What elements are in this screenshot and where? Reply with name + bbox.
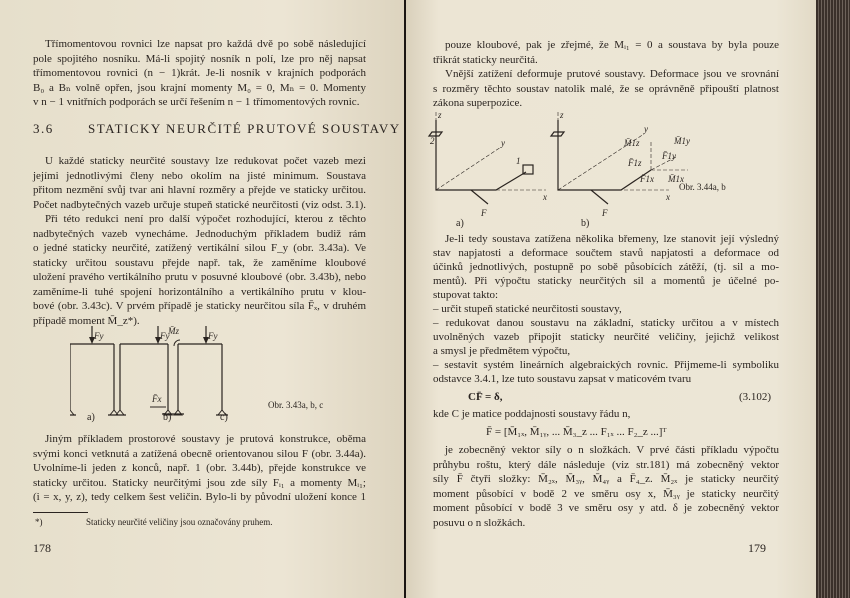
force-fy-label-b: Fy [160,331,170,341]
figure-caption-3-44: Obr. 3.44a, b [679,182,726,192]
text-line: odstavce 3.4.1, lze tuto soustavu zapsat v maticovém tvaru [433,373,692,385]
text-line: posuvu o n složkách. [433,516,526,529]
section-number: 3.6 [33,121,54,136]
figure-label-a: a) [456,218,464,229]
equation-number: (3.102) [739,391,772,403]
text-line: zaměníme-li tuhé spojení horizontálního a vertikálního prutu v klou- [33,285,366,298]
text-line: stav napjatosti a deformace součtem stavů napjatosti a deformace od [433,247,779,259]
right-paragraph-3 [433,232,779,386]
text-line: a smysl je předmětem výpočtu, [433,345,571,357]
moment-m1z-label: M̄1z [624,138,640,148]
text-line: Vnější zatížení deformuje prutové soustavy. Deformace jsou ve srovnání [445,68,779,80]
right-page [406,0,816,598]
text-line: Počet nadbytečných vazeb určuje stupeň statické neurčitosti (viz odst. 3.1). [33,198,366,211]
right-paragraph-4 [433,443,779,530]
text-line: Je-li tedy soustava zatížena několika břemeny, lze stanovit její výsledný [445,233,779,245]
text-line: uvolněných vazeb připojit staticky neurčité veličiny, jejichž velikost [433,331,779,343]
text-line: staticky určitou. Staticky neurčitými jsou zde síly Fᵢ₁ a momenty Mᵢ₁; [33,476,366,489]
text-line: pouze kloubové, pak je zřejmé, že Mᵢ₁ = 0 a soustava by byla pouze [445,39,779,51]
force-f1z-label: F̄1z [628,158,642,168]
text-line: Uvolníme-li jeden z konců, např. 1 (obr. 3.44b), přejde konstrukce ve [33,462,366,474]
page-number-right: 179 [748,541,766,555]
axis-z-label-b: z [560,112,564,120]
axis-x-label-b: x [666,192,670,202]
vector-equation: F̄ = [M̄₁ₓ, M̄₁ᵧ, ... M̄₃_z ... F₁ₓ ... F₂_z ...]ᵀ [486,426,667,438]
text-line: – určit stupeň statické neurčitosti soustavy, [433,303,622,315]
page-number-left: 178 [33,541,51,555]
force-fy-label-c: Fy [208,331,218,341]
equation-3-102: CF̄ = δ, [468,391,503,403]
moment-m1x-label: M̄1x [668,174,684,184]
text-line: pole spojitého nosníku. Má-li spojitý nosník n polí, lze pro něj napsat [33,52,366,65]
footnote-divider [33,512,88,513]
text-line: o jedné staticky neurčité, zatížený vertikální silou F_y (obr. 3.43a). Ve [33,242,366,254]
force-fx-label: F̄x [152,394,162,404]
force-f1y-label: F̄1y [662,151,676,161]
force-f-label-a: F [481,208,487,218]
text-line: stupovat takto: [433,289,499,301]
text-line: U každé staticky neurčité soustavy lze redukovat počet vazeb mezi [45,155,366,167]
text-line: svými konci vetknutá a zatížená obecně orientovanou silou F (obr. 3.44a). [33,447,366,460]
left-paragraph-3 [33,432,366,505]
figure-label-a: a) [87,412,95,423]
text-line: Jiným příkladem prostorové soustavy je prutová konstrukce, oběma [45,433,366,445]
text-line: staticky určitou soustavu přejde např. tak, že zaměníme kloubové [33,256,366,269]
node-2-label: 2 [430,136,435,146]
text-line: jejími jednotlivými členy nebo okolím na jisté minimum. Soustava [33,169,366,182]
footnote-text: Staticky neurčité veličiny jsou označovány pruhem. [86,517,273,527]
axis-z-label-a: z [438,112,442,120]
left-paragraph-2 [33,154,366,328]
text-line: – redukovat danou soustavu na základní, staticky určitou a v místech [433,317,779,329]
text-line: třikrát staticky neurčitá. [433,53,538,66]
text-line: uložení pravého vertikálního prutu v posuvné kloubové (obr. 3.43b), nebo [33,271,366,283]
axis-y-label-a: y [501,138,505,148]
text-line: zákona superpozice. [433,97,523,109]
moment-m1y-label: M̄1y [674,136,690,146]
right-paragraph-2 [433,67,779,111]
text-line: moment působící v bodě 3 ve směru osy y atd. δ je zobecněný vektor [433,502,779,514]
right-paragraph-1 [433,38,779,67]
left-paragraph-1 [33,37,366,110]
text-line: bové (obr. 3.43c). V prvém případě je staticky neurčitou síla F̄ₓ, v druhém [33,300,366,312]
text-line: je zobecněný vektor síly o n složkách. V prvé části příkladu výpočtu [445,444,779,456]
text-line: účinků jednotlivých, postupně po sobě působících zátěží, (tj. sil a mo- [433,261,779,273]
text-line: případě moment M̄_z*). [33,314,140,327]
text-line: v n − 1 vnitřních podporách se určí řešením n − 1 třímomentových rovnic. [33,96,360,108]
text-line: – sestavit systém lineárních algebraických rovnic. Přijmeme-li symboliku [433,359,779,371]
moment-mz-label: M̄z [168,326,179,336]
force-fy-label-a: Fy [94,331,104,341]
force-f1x-label: F̄1x [640,174,654,184]
book-page-edges [816,0,850,598]
axis-x-label-a: x [543,192,547,202]
footnote-mark: *) [35,517,43,527]
text-line: Třímomentovou rovnici lze napsat pro každá dvě po sobě následující [45,38,366,50]
equation-explanation: kde C je matice poddajnosti soustavy řádu n, [433,408,631,420]
text-line: průhybu roštu, který dále následuje (viz str.181) má zobecněný vektor [433,458,779,471]
text-line: třímomentovou rovnici (n − 1)krát. Je-li nosník v krajních podporách [33,67,366,79]
axis-y-label-b: y [644,124,648,134]
text-line: přitom nezmění svůj tvar ani hlavní rozměry a přejde ve staticky určitou. [33,184,366,196]
force-f-label-b: F [602,208,608,218]
figure-label-b: b) [581,218,590,229]
text-line: Při této redukci není pro další výpočet rozhodující, kterou z těchto [45,213,366,225]
text-line: (i = x, y, z), tedy celkem šest veličin. Bylo-li by původní uložení konce 1 [33,491,366,503]
section-title: STATICKY NEURČITÉ PRUTOVÉ SOUSTAVY [88,121,401,136]
figure-3-44 [426,112,756,220]
text-line: moment působící v bodě 2 ve směru osy x, M̄₃ᵧ je staticky neurčitý [433,487,779,500]
text-line: s rozměry těchto soustav natolik malé, že se oprávněně připouští platnost [433,82,779,95]
figure-caption-3-43: Obr. 3.43a, b, c [268,400,324,410]
text-line: B₀ a Bₙ volně opřen, jsou krajní momenty M₀ = 0, Mₙ = 0. Momenty [33,81,366,94]
node-1-label: 1 [516,156,521,166]
text-line: nadbytečných vazeb vynecháme. Jednoduchým příkladem budiž rám [33,227,366,240]
text-line: síly F̄ čtyři složky: M̄₂ₓ, M̄₃ᵧ, M̄₄ᵧ a F̄₄_z. M̄₂ₓ je staticky neurčitý [433,473,779,485]
text-line: mentů). Při výpočtu staticky neurčitých sil a momentů je účelné po- [433,275,779,287]
left-page [0,0,404,598]
figure-label-c: c) [220,412,228,423]
figure-label-b: b) [163,412,172,423]
